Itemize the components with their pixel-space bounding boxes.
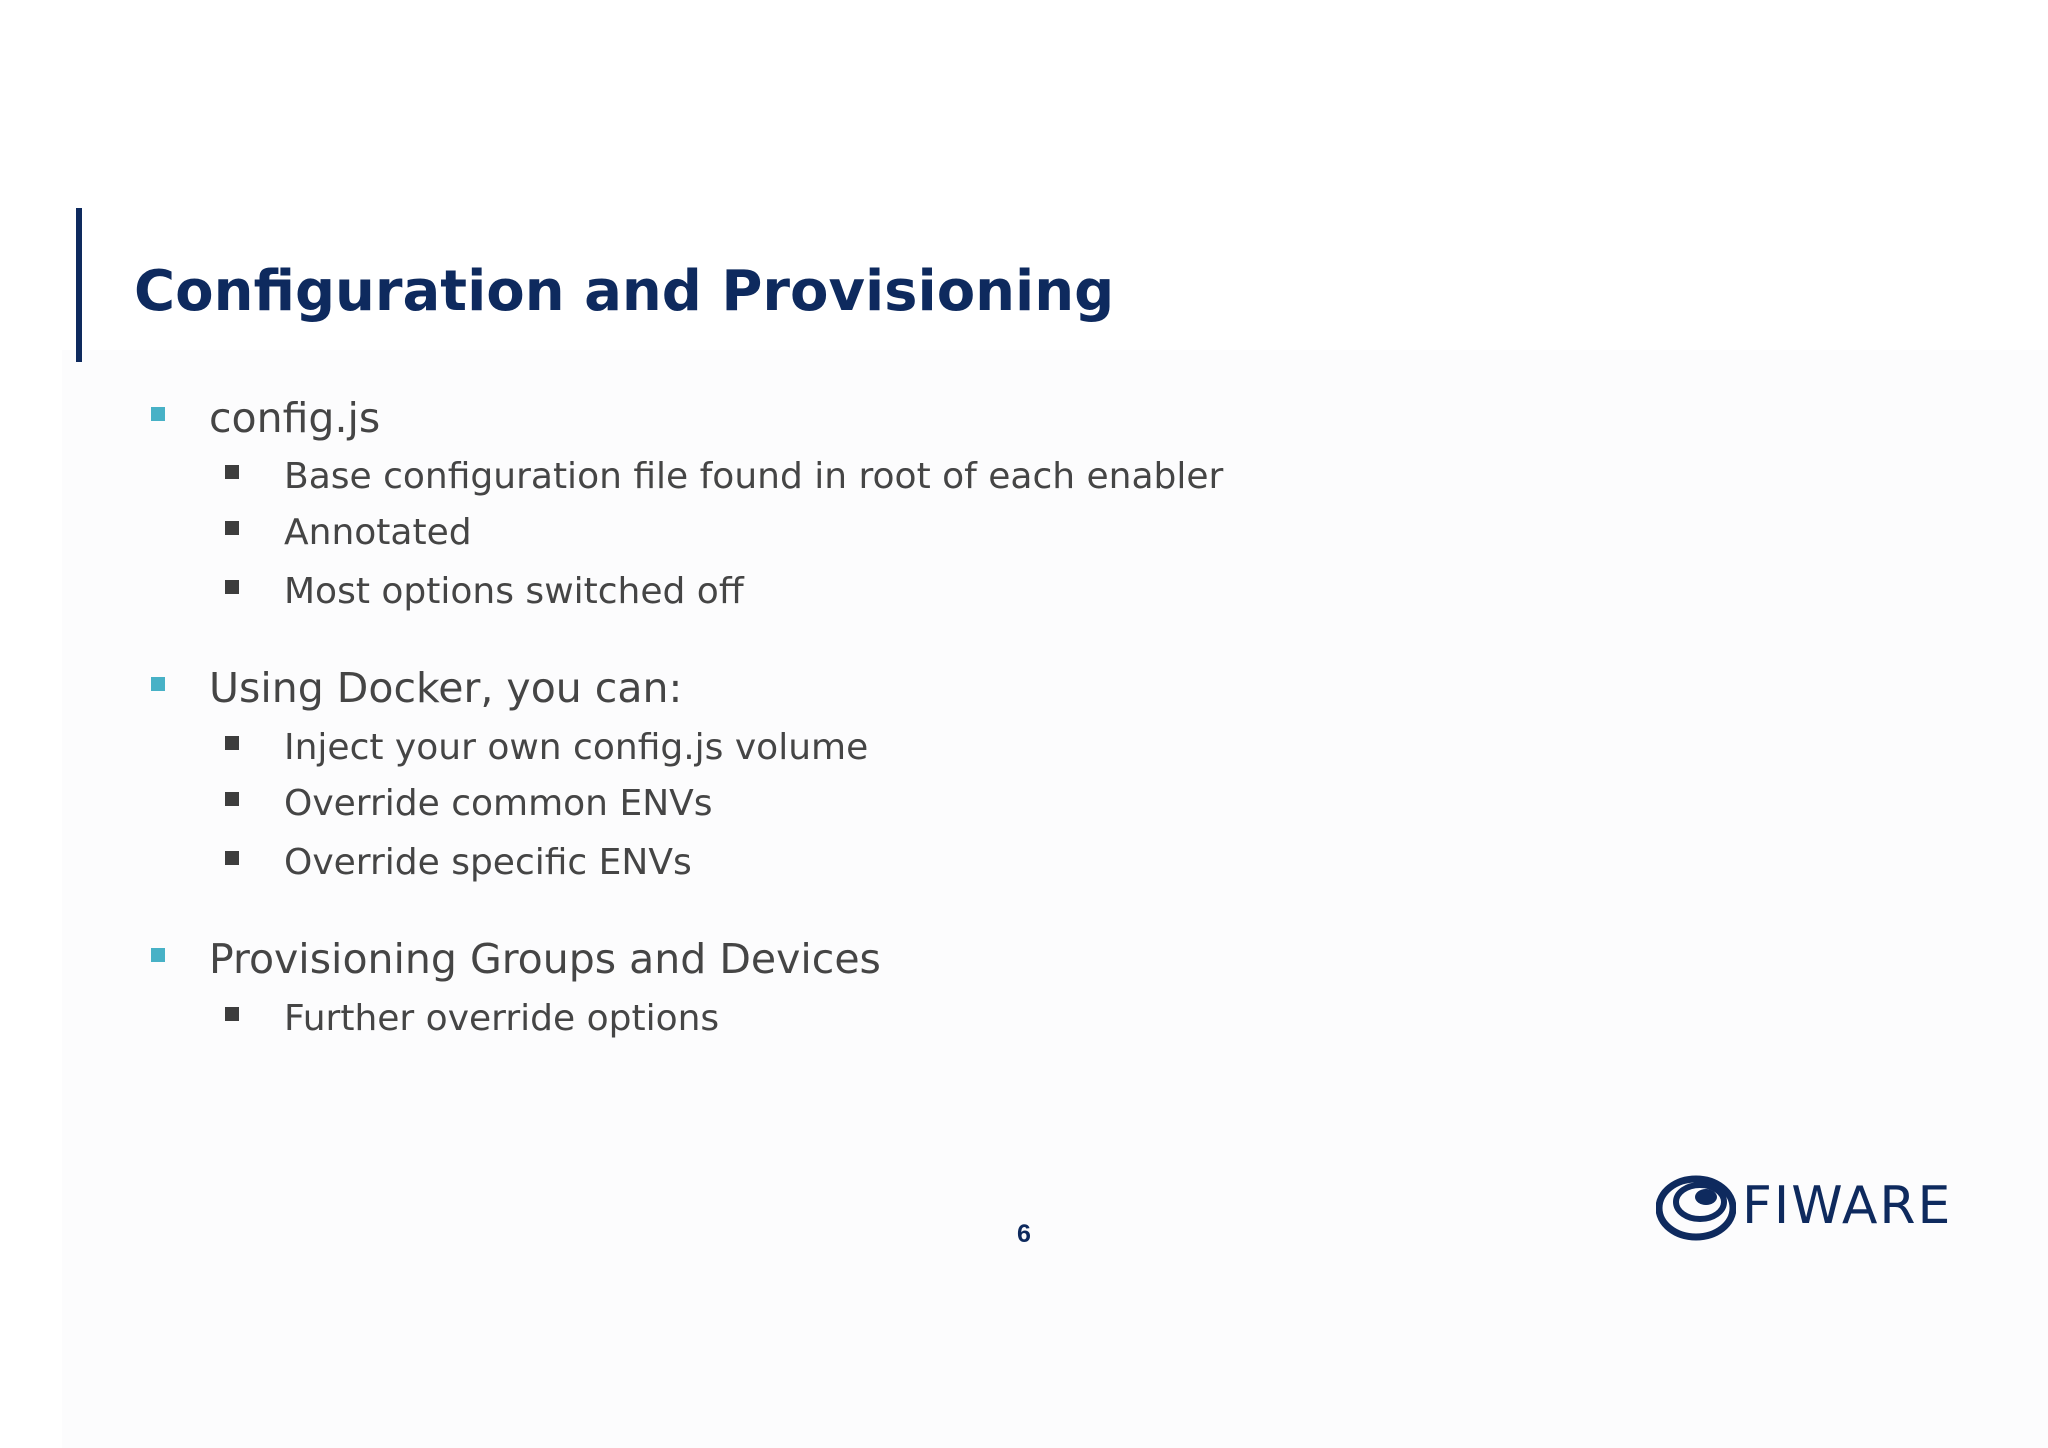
sub-bullet-item: Base configuration file found in root of each enabler <box>284 456 1224 497</box>
sub-bullet-marker-icon <box>225 851 239 865</box>
bullet-marker-icon <box>151 948 165 962</box>
sub-bullet-item: Most options switched off <box>284 571 744 612</box>
sub-bullet-marker-icon <box>225 580 239 594</box>
logo-wordmark: FIWARE <box>1742 1176 1953 1236</box>
sub-bullet-item: Further override options <box>284 998 720 1039</box>
sub-bullet-marker-icon <box>225 465 239 479</box>
bullet-marker-icon <box>151 677 165 691</box>
fiware-swirl-icon <box>1656 1172 1736 1242</box>
sub-bullet-marker-icon <box>225 1007 239 1021</box>
page-number: 6 <box>1017 1220 1031 1248</box>
sub-bullet-marker-icon <box>225 736 239 750</box>
bullet-item: Using Docker, you can: <box>209 664 683 712</box>
fiware-logo <box>1656 1172 1953 1242</box>
bullet-item: Provisioning Groups and Devices <box>209 935 881 983</box>
sub-bullet-marker-icon <box>225 521 239 535</box>
sub-bullet-item: Override common ENVs <box>284 783 713 824</box>
bullet-item: config.js <box>209 394 381 442</box>
bullet-marker-icon <box>151 407 165 421</box>
sub-bullet-item: Inject your own config.js volume <box>284 727 869 768</box>
sub-bullet-item: Override specific ENVs <box>284 842 692 883</box>
slide-title: Configuration and Provisioning <box>134 259 1115 324</box>
sub-bullet-item: Annotated <box>284 512 472 553</box>
sub-bullet-marker-icon <box>225 792 239 806</box>
